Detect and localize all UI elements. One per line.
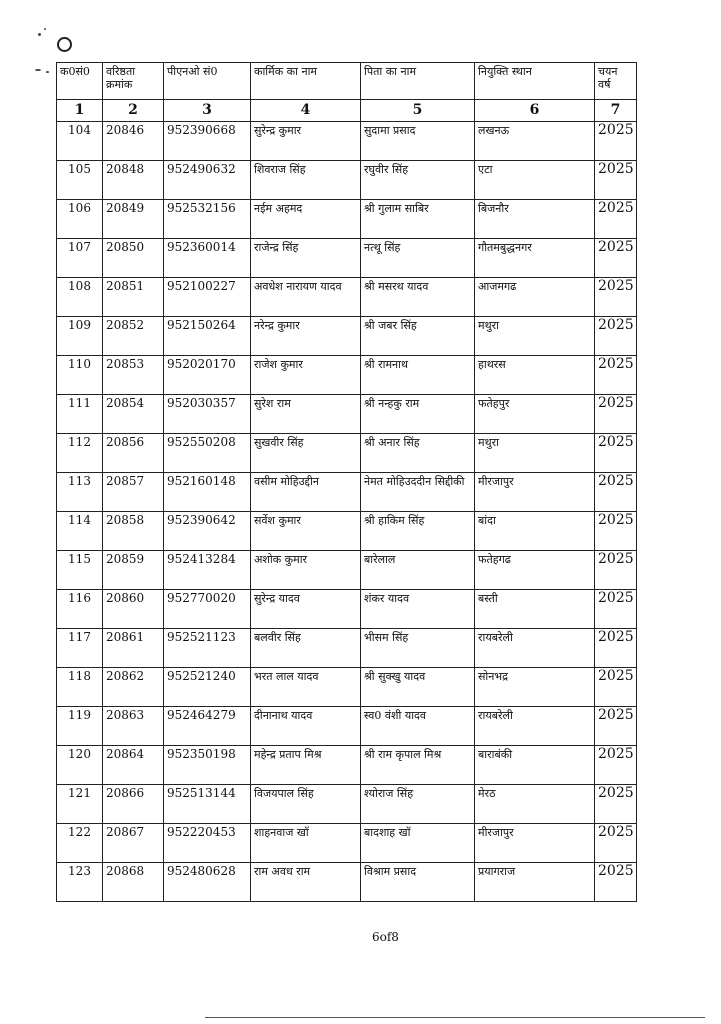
cell-serial-no: 118: [57, 668, 103, 707]
cell-seniority-no: 20854: [103, 395, 164, 434]
cell-selection-year: 2025: [595, 434, 637, 473]
roster-table: [56, 62, 637, 902]
cell-serial-no: 119: [57, 707, 103, 746]
bottom-edge-line: [205, 1017, 705, 1018]
cell-seniority-no: 20868: [103, 863, 164, 902]
cell-posting-place: एटा: [475, 161, 595, 200]
cell-personnel-name: राजेन्द्र सिंह: [251, 239, 361, 278]
cell-seniority-no: 20862: [103, 668, 164, 707]
column-number-posting-place: 6: [475, 100, 595, 122]
table-row: [57, 200, 637, 239]
cell-selection-year: 2025: [595, 512, 637, 551]
cell-seniority-no: 20863: [103, 707, 164, 746]
scan-speck: [46, 71, 49, 73]
cell-father-name: शंकर यादव: [361, 590, 475, 629]
cell-pno: 952490632: [164, 161, 251, 200]
cell-personnel-name: वसीम मोहिउद्दीन: [251, 473, 361, 512]
cell-pno: 952100227: [164, 278, 251, 317]
cell-father-name: नेमत मोहिउददीन सिद्दीकी: [361, 473, 475, 512]
table-row: [57, 629, 637, 668]
cell-father-name: बारेलाल: [361, 551, 475, 590]
scan-speck: [44, 28, 46, 30]
header-posting-place: नियुक्ति स्थान: [475, 63, 595, 100]
cell-serial-no: 112: [57, 434, 103, 473]
cell-posting-place: बांदा: [475, 512, 595, 551]
cell-posting-place: फतेहपुर: [475, 395, 595, 434]
cell-father-name: बादशाह खॉ: [361, 824, 475, 863]
cell-personnel-name: सुरेन्द्र कुमार: [251, 122, 361, 161]
cell-selection-year: 2025: [595, 317, 637, 356]
cell-serial-no: 108: [57, 278, 103, 317]
cell-posting-place: आजमगढ: [475, 278, 595, 317]
cell-pno: 952160148: [164, 473, 251, 512]
cell-pno: 952390642: [164, 512, 251, 551]
table-row: [57, 863, 637, 902]
cell-selection-year: 2025: [595, 746, 637, 785]
cell-posting-place: मथुरा: [475, 434, 595, 473]
cell-serial-no: 115: [57, 551, 103, 590]
cell-seniority-no: 20866: [103, 785, 164, 824]
cell-personnel-name: राजेश कुमार: [251, 356, 361, 395]
table-row: [57, 746, 637, 785]
cell-father-name: श्री राम कृपाल मिश्र: [361, 746, 475, 785]
cell-pno: 952770020: [164, 590, 251, 629]
cell-father-name: श्री गुलाम साबिर: [361, 200, 475, 239]
cell-father-name: रघुवीर सिंह: [361, 161, 475, 200]
table-row: [57, 239, 637, 278]
column-number-row: [57, 100, 637, 122]
header-pno: पीएनओ सं0: [164, 63, 251, 100]
cell-personnel-name: राम अवध राम: [251, 863, 361, 902]
cell-father-name: विश्राम प्रसाद: [361, 863, 475, 902]
cell-posting-place: मीरजापुर: [475, 473, 595, 512]
cell-selection-year: 2025: [595, 668, 637, 707]
cell-pno: 952350198: [164, 746, 251, 785]
cell-seniority-no: 20857: [103, 473, 164, 512]
cell-selection-year: 2025: [595, 200, 637, 239]
cell-selection-year: 2025: [595, 239, 637, 278]
table-row: [57, 785, 637, 824]
cell-personnel-name: शाहनवाज खॉ: [251, 824, 361, 863]
cell-father-name: श्री रामनाथ: [361, 356, 475, 395]
scan-speck: [35, 69, 41, 71]
table-row: [57, 590, 637, 629]
cell-serial-no: 123: [57, 863, 103, 902]
cell-personnel-name: अशोक कुमार: [251, 551, 361, 590]
cell-seniority-no: 20858: [103, 512, 164, 551]
cell-serial-no: 111: [57, 395, 103, 434]
cell-personnel-name: सुरेन्द्र यादव: [251, 590, 361, 629]
cell-pno: 952030357: [164, 395, 251, 434]
cell-selection-year: 2025: [595, 161, 637, 200]
cell-father-name: श्री हाकिम सिंह: [361, 512, 475, 551]
cell-serial-no: 105: [57, 161, 103, 200]
cell-selection-year: 2025: [595, 473, 637, 512]
cell-father-name: श्री मसरथ यादव: [361, 278, 475, 317]
table-row: [57, 668, 637, 707]
cell-selection-year: 2025: [595, 122, 637, 161]
cell-personnel-name: नरेन्द्र कुमार: [251, 317, 361, 356]
cell-serial-no: 106: [57, 200, 103, 239]
cell-serial-no: 121: [57, 785, 103, 824]
cell-selection-year: 2025: [595, 863, 637, 902]
cell-seniority-no: 20850: [103, 239, 164, 278]
column-number-father-name: 5: [361, 100, 475, 122]
cell-posting-place: बिजनौर: [475, 200, 595, 239]
cell-selection-year: 2025: [595, 395, 637, 434]
cell-seniority-no: 20848: [103, 161, 164, 200]
cell-seniority-no: 20856: [103, 434, 164, 473]
cell-selection-year: 2025: [595, 356, 637, 395]
cell-posting-place: प्रयागराज: [475, 863, 595, 902]
cell-serial-no: 117: [57, 629, 103, 668]
cell-selection-year: 2025: [595, 785, 637, 824]
cell-serial-no: 120: [57, 746, 103, 785]
cell-personnel-name: विजयपाल सिंह: [251, 785, 361, 824]
cell-personnel-name: भरत लाल यादव: [251, 668, 361, 707]
header-father-name: पिता का नाम: [361, 63, 475, 100]
cell-personnel-name: सुरेश राम: [251, 395, 361, 434]
cell-serial-no: 107: [57, 239, 103, 278]
cell-pno: 952513144: [164, 785, 251, 824]
cell-seniority-no: 20851: [103, 278, 164, 317]
cell-seniority-no: 20852: [103, 317, 164, 356]
cell-posting-place: बाराबंकी: [475, 746, 595, 785]
cell-seniority-no: 20861: [103, 629, 164, 668]
cell-pno: 952360014: [164, 239, 251, 278]
table-row: [57, 317, 637, 356]
column-number-selection-year: 7: [595, 100, 637, 122]
cell-serial-no: 114: [57, 512, 103, 551]
cell-father-name: श्री नन्हकु राम: [361, 395, 475, 434]
cell-selection-year: 2025: [595, 590, 637, 629]
cell-posting-place: मथुरा: [475, 317, 595, 356]
cell-serial-no: 110: [57, 356, 103, 395]
cell-posting-place: बस्ती: [475, 590, 595, 629]
cell-father-name: श्री जबर सिंह: [361, 317, 475, 356]
cell-posting-place: गौतमबुद्धनगर: [475, 239, 595, 278]
cell-serial-no: 109: [57, 317, 103, 356]
page-number: 6of8: [372, 930, 399, 944]
cell-personnel-name: बलवीर सिंह: [251, 629, 361, 668]
cell-personnel-name: सुखवीर सिंह: [251, 434, 361, 473]
cell-father-name: श्योराज सिंह: [361, 785, 475, 824]
header-row: [57, 63, 637, 100]
table-row: [57, 707, 637, 746]
cell-selection-year: 2025: [595, 629, 637, 668]
header-seniority-no: वरिष्ठता क्रमांक: [103, 63, 164, 100]
cell-pno: 952521123: [164, 629, 251, 668]
column-number-pno: 3: [164, 100, 251, 122]
cell-seniority-no: 20849: [103, 200, 164, 239]
cell-seniority-no: 20846: [103, 122, 164, 161]
table-row: [57, 161, 637, 200]
punch-hole-circle: [57, 37, 72, 52]
table-row: [57, 551, 637, 590]
cell-father-name: स्व0 वंशी यादव: [361, 707, 475, 746]
column-number-personnel-name: 4: [251, 100, 361, 122]
cell-pno: 952532156: [164, 200, 251, 239]
cell-selection-year: 2025: [595, 707, 637, 746]
cell-posting-place: रायबरेली: [475, 629, 595, 668]
cell-selection-year: 2025: [595, 824, 637, 863]
cell-father-name: श्री अनार सिंह: [361, 434, 475, 473]
table-row: [57, 278, 637, 317]
table-row: [57, 434, 637, 473]
cell-serial-no: 122: [57, 824, 103, 863]
cell-serial-no: 113: [57, 473, 103, 512]
cell-father-name: नत्थू सिंह: [361, 239, 475, 278]
table-row: [57, 356, 637, 395]
cell-personnel-name: महेन्द्र प्रताप मिश्र: [251, 746, 361, 785]
table-row: [57, 824, 637, 863]
cell-pno: 952550208: [164, 434, 251, 473]
cell-posting-place: सोनभद्र: [475, 668, 595, 707]
cell-pno: 952413284: [164, 551, 251, 590]
header-personnel-name: कार्मिक का नाम: [251, 63, 361, 100]
table-row: [57, 395, 637, 434]
header-selection-year: चयन वर्ष: [595, 63, 637, 100]
cell-posting-place: हाथरस: [475, 356, 595, 395]
cell-posting-place: मीरजापुर: [475, 824, 595, 863]
scan-speck: [38, 33, 41, 36]
cell-seniority-no: 20853: [103, 356, 164, 395]
cell-seniority-no: 20867: [103, 824, 164, 863]
header-serial-no: क0सं0: [57, 63, 103, 100]
cell-father-name: सुदामा प्रसाद: [361, 122, 475, 161]
cell-seniority-no: 20860: [103, 590, 164, 629]
cell-posting-place: लखनऊ: [475, 122, 595, 161]
cell-selection-year: 2025: [595, 278, 637, 317]
cell-pno: 952480628: [164, 863, 251, 902]
cell-pno: 952464279: [164, 707, 251, 746]
table-body: [57, 122, 637, 902]
cell-posting-place: फतेहगढ: [475, 551, 595, 590]
cell-serial-no: 116: [57, 590, 103, 629]
table-row: [57, 473, 637, 512]
cell-seniority-no: 20859: [103, 551, 164, 590]
cell-father-name: श्री सुक्खु यादव: [361, 668, 475, 707]
table-row: [57, 122, 637, 161]
table-row: [57, 512, 637, 551]
cell-pno: 952521240: [164, 668, 251, 707]
cell-personnel-name: नईम अहमद: [251, 200, 361, 239]
cell-father-name: भीसम सिंह: [361, 629, 475, 668]
cell-posting-place: रायबरेली: [475, 707, 595, 746]
column-number-seniority-no: 2: [103, 100, 164, 122]
column-number-serial-no: 1: [57, 100, 103, 122]
cell-pno: 952220453: [164, 824, 251, 863]
cell-personnel-name: सर्वेश कुमार: [251, 512, 361, 551]
cell-pno: 952020170: [164, 356, 251, 395]
cell-personnel-name: दीनानाथ यादव: [251, 707, 361, 746]
cell-serial-no: 104: [57, 122, 103, 161]
cell-selection-year: 2025: [595, 551, 637, 590]
cell-pno: 952390668: [164, 122, 251, 161]
cell-seniority-no: 20864: [103, 746, 164, 785]
cell-posting-place: मेरठ: [475, 785, 595, 824]
cell-pno: 952150264: [164, 317, 251, 356]
cell-personnel-name: शिवराज सिंह: [251, 161, 361, 200]
cell-personnel-name: अवधेश नारायण यादव: [251, 278, 361, 317]
